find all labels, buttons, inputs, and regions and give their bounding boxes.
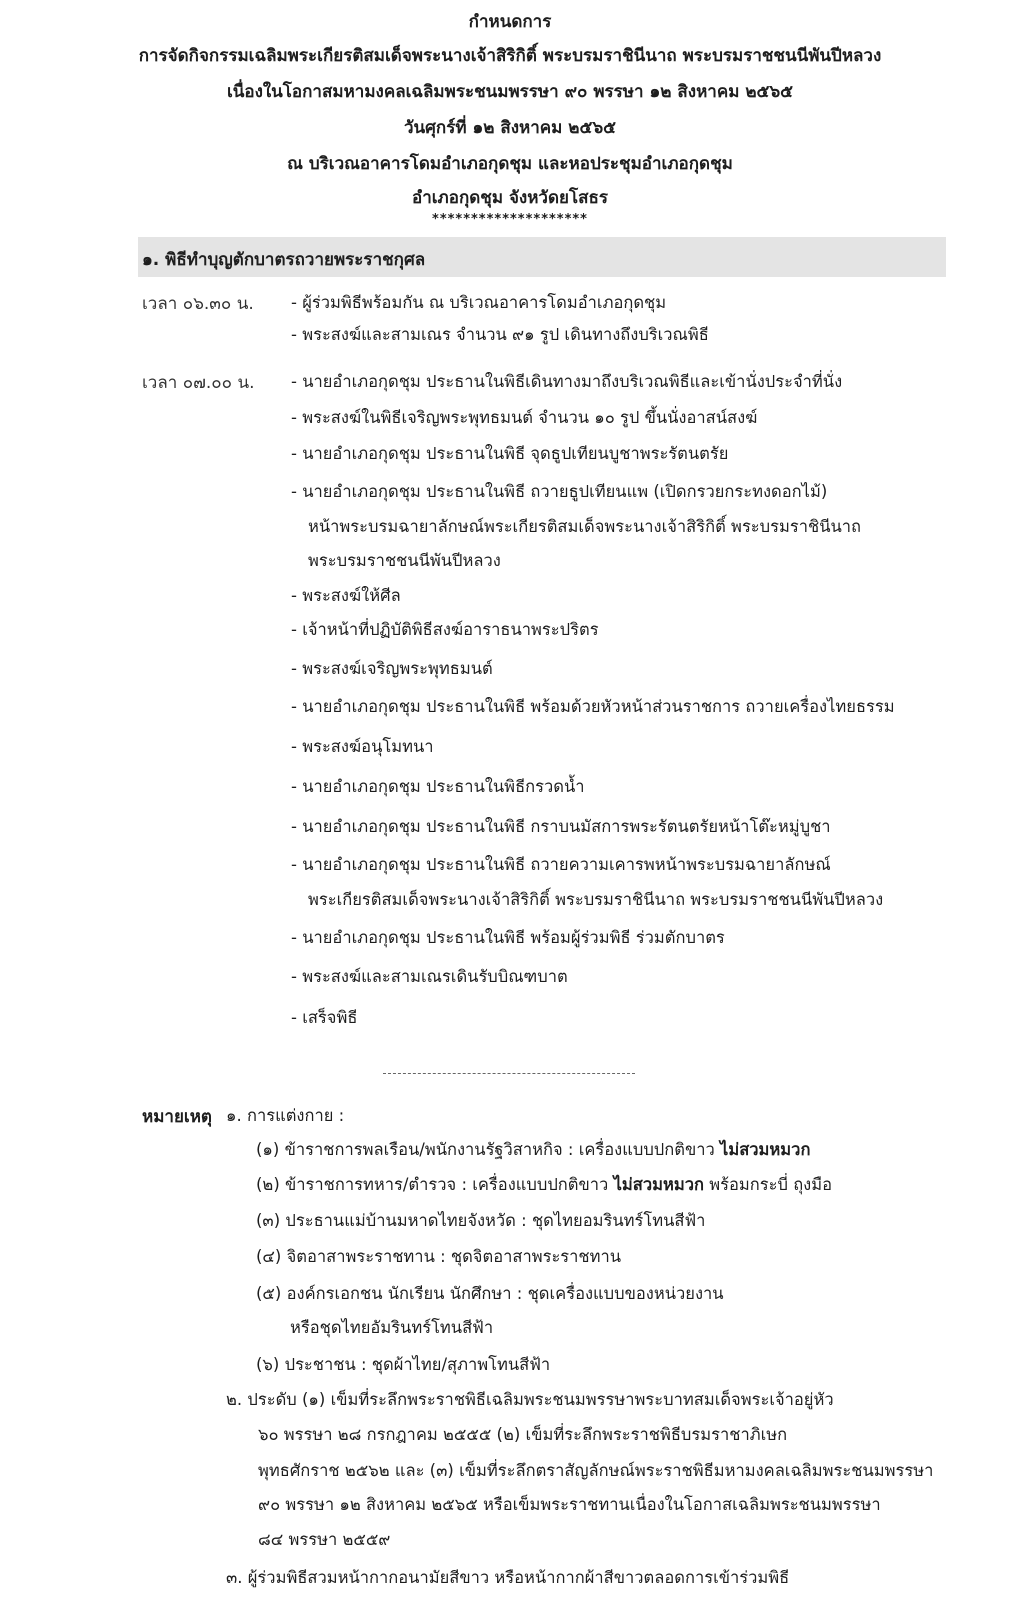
schedule-item-continued: พระเกียรติสมเด็จพระนางเจ้าสิริกิติ์ พระบรมราชินีนาถ พระบรมราชชนนีพันปีหลวง <box>308 890 884 909</box>
notes-label: หมายเหตุ <box>142 1107 212 1127</box>
schedule-item: - นายอำเภอกุดชุม ประธานในพิธี จุดธูปเทียนบูชาพระรัตนตรัย <box>291 444 729 463</box>
note-dress-heading: ๑. การแต่งกาย : <box>226 1106 345 1125</box>
note-insignia: ๒. ประดับ (๑) เข็มที่ระลึกพระราชพิธีเฉลิมพระชนมพรรษาพระบาทสมเด็จพระเจ้าอยู่หัว <box>226 1390 834 1409</box>
schedule-item: - นายอำเภอกุดชุม ประธานในพิธีกรวดน้ำ <box>291 777 585 796</box>
note-mask: ๓. ผู้ร่วมพิธีสวมหน้ากากอนามัยสีขาว หรือหน้ากากผ้าสีขาวตลอดการเข้าร่วมพิธี <box>226 1568 790 1587</box>
schedule-item: - เจ้าหน้าที่ปฏิบัติพิธีสงฆ์อาราธนาพระปริตร <box>291 620 599 639</box>
schedule-item: - พระสงฆ์เจริญพระพุทธมนต์ <box>291 659 493 678</box>
schedule-item: - พระสงฆ์ให้ศีล <box>291 586 401 605</box>
schedule-item: - นายอำเภอกุดชุม ประธานในพิธี พร้อมผู้ร่วมพิธี ร่วมตักบาตร <box>291 928 725 947</box>
note-insignia-continued: ๙๐ พรรษา ๑๒ สิงหาคม ๒๕๖๕ หรือเข็มพระราชทานเนื่องในโอกาสเฉลิมพระชนมพรรษา <box>258 1495 881 1514</box>
note-insignia-continued: พุทธศักราช ๒๕๖๒ และ (๓) เข็มที่ระลึกตราสัญลักษณ์พระราชพิธีมหามงคลเฉลิมพระชนมพรรษา <box>258 1461 934 1480</box>
occasion-line: เนื่องในโอกาสมหามงคลเฉลิมพระชนมพรรษา ๙๐ พรรษา ๑๒ สิงหาคม ๒๕๖๕ <box>226 82 794 102</box>
note-dress-item: (๒) ข้าราชการทหาร/ตำรวจ : เครื่องแบบปกติขาว ไม่สวมหมวก พร้อมกระบี่ ถุงมือ <box>256 1175 833 1194</box>
schedule-item: - นายอำเภอกุดชุม ประธานในพิธี ถวายความเคารพหน้าพระบรมฉายาลักษณ์ <box>291 855 831 874</box>
event-title: การจัดกิจกรรมเฉลิมพระเกียรติสมเด็จพระนางเจ้าสิริกิติ์ พระบรมราชินีนาถ พระบรมราชชนนีพันปีหลวง <box>138 46 882 66</box>
time-label: เวลา ๐๗.๐๐ น. <box>142 373 255 393</box>
date-line: วันศุกร์ที่ ๑๒ สิงหาคม ๒๕๖๕ <box>403 118 617 138</box>
schedule-item: - นายอำเภอกุดชุม ประธานในพิธี พร้อมด้วยหัวหน้าส่วนราชการ ถวายเครื่องไทยธรรม <box>291 697 895 716</box>
schedule-item-continued: หน้าพระบรมฉายาลักษณ์พระเกียรติสมเด็จพระนางเจ้าสิริกิติ์ พระบรมราชินีนาถ <box>308 517 862 536</box>
note-dress-item: (๓) ประธานแม่บ้านมหาดไทยจังหวัด : ชุดไทยอมรินทร์โทนสีฟ้า <box>256 1211 706 1230</box>
note-dress-item: (๔) จิตอาสาพระราชทาน : ชุดจิตอาสาพระราชทาน <box>256 1247 622 1266</box>
schedule-item: - พระสงฆ์ในพิธีเจริญพระพุทธมนต์ จำนวน ๑๐ รูป ขึ้นนั่งอาสน์สงฆ์ <box>291 408 758 427</box>
schedule-item: - พระสงฆ์อนุโมทนา <box>291 737 434 756</box>
note-dress-item: (๕) องค์กรเอกชน นักเรียน นักศึกษา : ชุดเครื่องแบบของหน่วยงาน <box>256 1284 724 1303</box>
note-insignia-continued: ๘๔ พรรษา ๒๕๕๙ <box>258 1530 391 1549</box>
schedule-item: - นายอำเภอกุดชุม ประธานในพิธีเดินทางมาถึงบริเวณพิธีและเข้านั่งประจำที่นั่ง <box>291 372 843 391</box>
venue-line: ณ บริเวณอาคารโดมอำเภอกุดชุม และหอประชุมอำเภอกุดชุม <box>287 154 733 174</box>
note-dress-item: (๖) ประชาชน : ชุดผ้าไทย/สุภาพโทนสีฟ้า <box>256 1355 551 1374</box>
schedule-item: - พระสงฆ์และสามเณรเดินรับบิณฑบาต <box>291 967 568 986</box>
dashed-divider <box>383 1073 635 1074</box>
schedule-item: - เสร็จพิธี <box>291 1008 358 1027</box>
district-line: อำเภอกุดชุม จังหวัดยโสธร <box>411 188 608 208</box>
section-title: ๑. พิธีทำบุญตักบาตรถวายพระราชกุศล <box>142 250 426 270</box>
schedule-item: - พระสงฆ์และสามเณร จำนวน ๙๑ รูป เดินทางถึงบริเวณพิธี <box>291 325 709 344</box>
time-label: เวลา ๐๖.๓๐ น. <box>142 294 254 314</box>
schedule-item: - นายอำเภอกุดชุม ประธานในพิธี กราบนมัสการพระรัตนตรัยหน้าโต๊ะหมู่บูชา <box>291 817 831 836</box>
note-insignia-continued: ๖๐ พรรษา ๒๘ กรกฎาคม ๒๕๕๕ (๒) เข็มที่ระลึกพระราชพิธีบรมราชาภิเษก <box>258 1425 788 1444</box>
note-dress-item-continued: หรือชุดไทยอัมรินทร์โทนสีฟ้า <box>290 1318 494 1337</box>
stars-separator: ******************** <box>432 212 588 227</box>
doc-title: กำหนดการ <box>468 12 552 32</box>
note-dress-item: (๑) ข้าราชการพลเรือน/พนักงานรัฐวิสาหกิจ : เครื่องแบบปกติขาว ไม่สวมหมวก <box>256 1140 811 1159</box>
schedule-item: - นายอำเภอกุดชุม ประธานในพิธี ถวายธูปเทียนแพ (เปิดกรวยกระทงดอกไม้) <box>291 482 828 501</box>
schedule-item-continued: พระบรมราชชนนีพันปีหลวง <box>308 551 501 570</box>
schedule-item: - ผู้ร่วมพิธีพร้อมกัน ณ บริเวณอาคารโดมอำเภอกุดชุม <box>291 293 667 312</box>
